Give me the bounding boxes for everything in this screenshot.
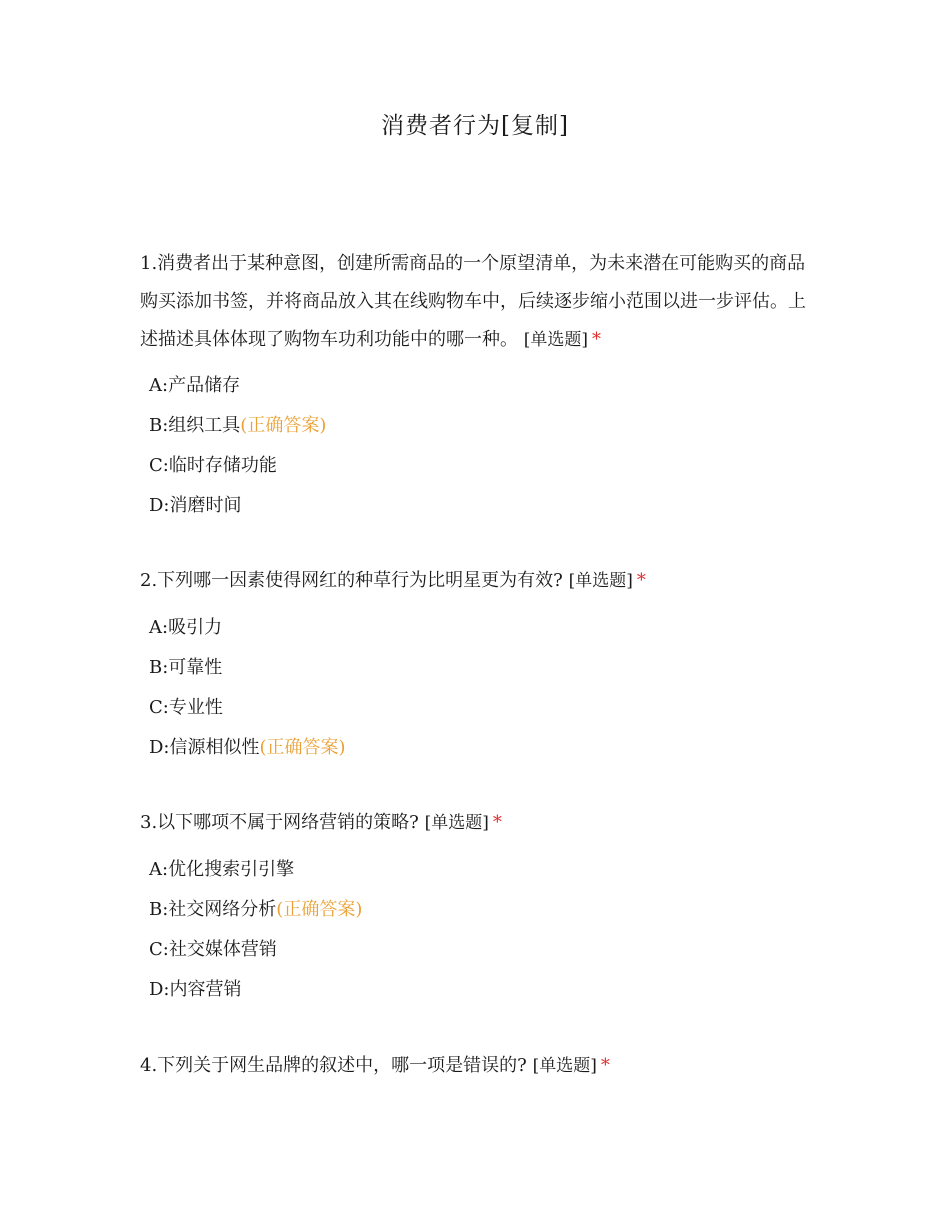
option-q3-c: C:社交媒体营销 xyxy=(149,939,277,960)
option-q1-c: C:临时存储功能 xyxy=(149,455,277,476)
question-4 xyxy=(140,1047,820,1085)
required-mark: * xyxy=(592,329,601,350)
question-type: [单选题] xyxy=(568,571,633,591)
question-text: 2.下列哪一因素使得网红的种草行为比明星更为有效? xyxy=(140,570,563,591)
required-mark: * xyxy=(600,1055,610,1076)
option-q2-a: A:吸引力 xyxy=(149,617,223,638)
question-3 xyxy=(140,804,820,842)
correct-answer-label: (正确答案) xyxy=(259,737,346,758)
question-text: 4.下列关于网生品牌的叙述中，哪一项是错误的? xyxy=(140,1055,527,1076)
option-q2-b: B:可靠性 xyxy=(149,657,223,678)
correct-answer-label: (正确答案) xyxy=(240,415,327,436)
required-mark: * xyxy=(636,570,646,591)
question-type: [单选题] xyxy=(532,1056,597,1076)
page-title: 消费者行为[复制] xyxy=(381,113,569,139)
question-1 xyxy=(140,245,820,359)
question-2 xyxy=(140,562,820,600)
option-q1-b: B:组织工具(正确答案) xyxy=(149,415,327,436)
correct-answer-label: (正确答案) xyxy=(276,899,363,920)
question-type: [单选题] xyxy=(424,813,489,833)
question-text: 1.消费者出于某种意图，创建所需商品的一个原望清单，为未来潜在可能购买的商品购买添加书签，并将商品放入其在线购物车中，后续逐步缩小范围以进一步评估。上述描述具体体现了购物车功利功能中的哪一种。 xyxy=(140,253,806,350)
question-text: 3.以下哪项不属于网络营销的策略? xyxy=(140,812,419,833)
option-q2-c: C:专业性 xyxy=(149,697,223,718)
option-q2-d: D:信源相似性(正确答案) xyxy=(149,737,346,758)
option-q1-d: D:消磨时间 xyxy=(149,495,242,516)
required-mark: * xyxy=(492,812,502,833)
option-q3-a: A:优化搜索引引擎 xyxy=(149,859,295,880)
question-type: [单选题] xyxy=(523,330,588,350)
option-q3-b: B:社交网络分析(正确答案) xyxy=(149,899,363,920)
option-q3-d: D:内容营销 xyxy=(149,979,242,1000)
option-q1-a: A:产品储存 xyxy=(149,375,241,396)
